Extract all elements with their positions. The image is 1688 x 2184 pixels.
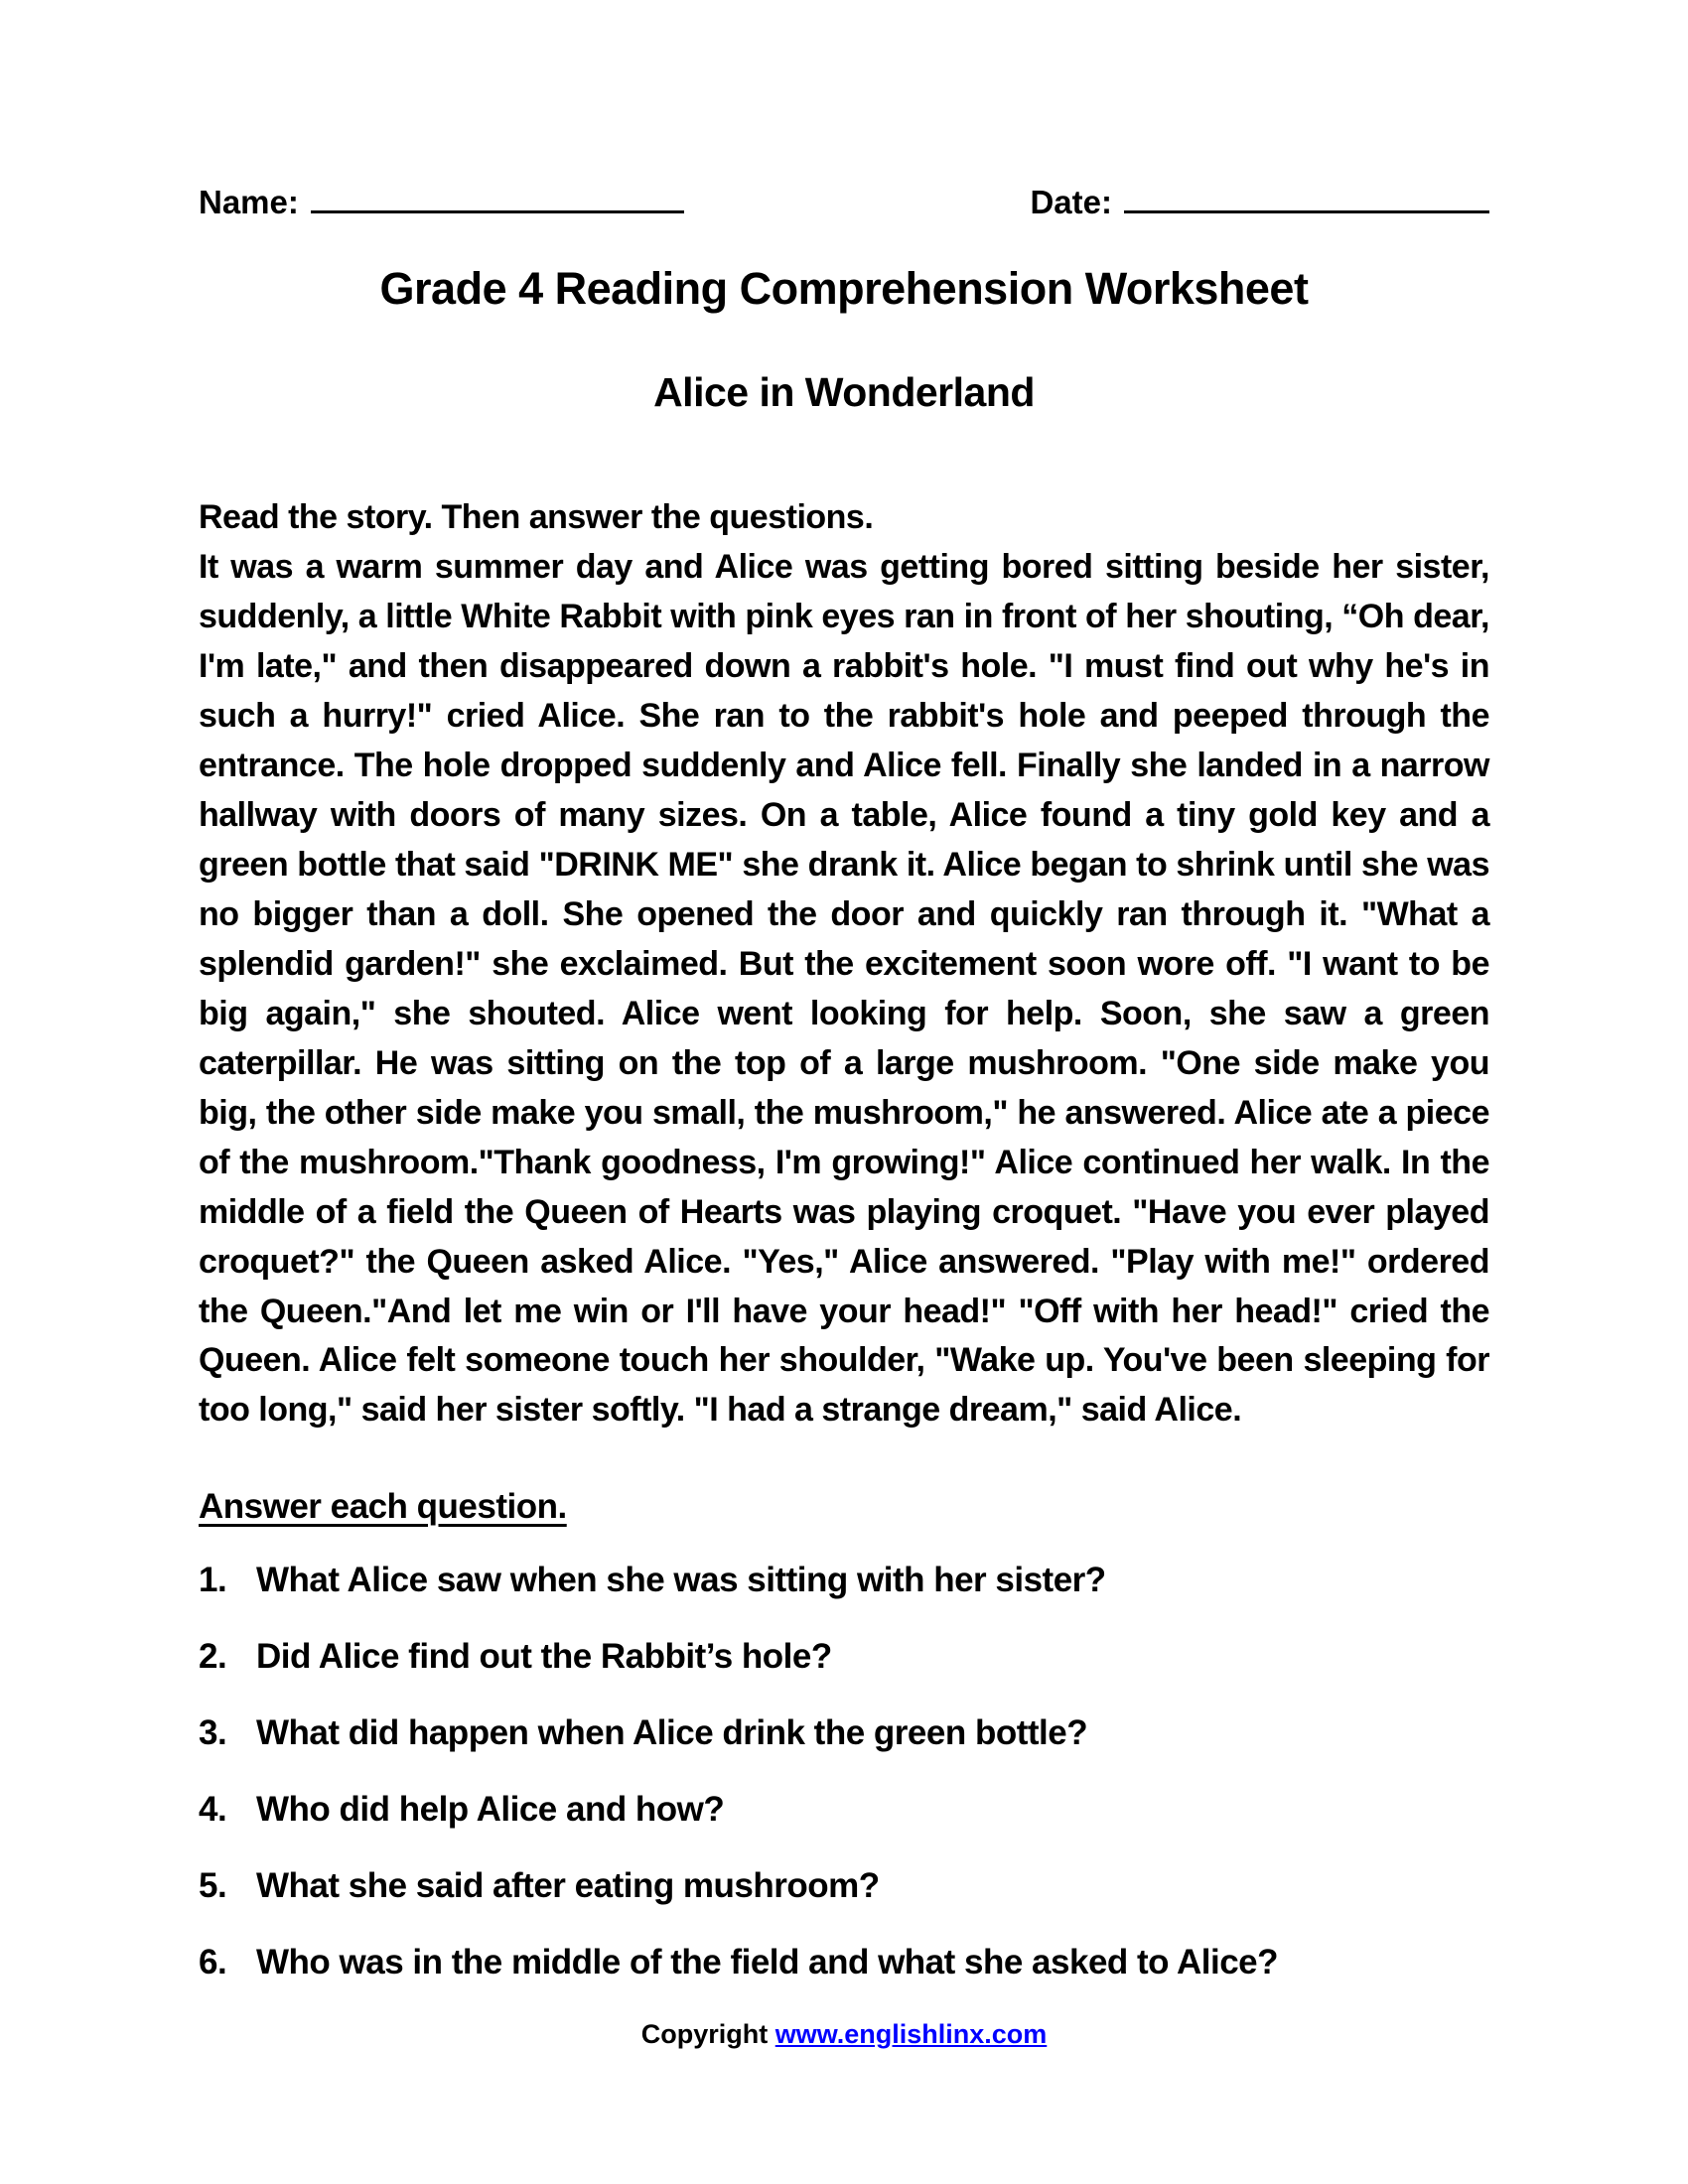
questions-list [199,1561,1489,1982]
name-blank [311,209,684,213]
instructions-text: Read the story. Then answer the questions. [199,498,874,536]
date-field [1030,184,1489,221]
footer [199,2019,1489,2050]
questions-heading: Answer each question. [199,1487,567,1527]
copyright-label: Copyright [640,2019,769,2050]
question-item [199,1866,1489,1906]
story-paragraph: It was a warm summer day and Alice was getting bored sitting beside her sister, suddenly, a little White Rabbit with pink eyes ran in front of her shouting, “Oh dear, I'm late," and then disappeared down a rabbit's hole. "I must find out why he's in such a hurry!" cried Alice. She ran to the rabbit's hole and peeped through the entrance. The hole dropped suddenly and Alice fell. Finally she landed in a narrow hallway with doors of many sizes. On a table, Alice found a tiny gold key and a green bottle that said "DRINK ME" she drank it. Alice began to shrink until she was no bigger than a doll. She opened the door and quickly ran through it. "What a splendid garden!" she exclaimed. But the excitement soon wore off. "I want to be big again," she shouted. Alice went looking for help. Soon, she saw a green caterpillar. He was sitting on the top of a large mushroom. "One side make you big, the other side make you small, the mushroom," he answered. Alice ate a piece of the mushroom."Thank goodness, I'm growing!" Alice continued her walk. In the middle of a field the Queen of Hearts was playing croquet. "Have you ever played croquet?" the Queen asked Alice. "Yes," Alice answered. "Play with me!" ordered the Queen."And let me win or I'll have your head!" "Off with her head!" cried the Queen. Alice felt someone touch her shoulder, "Wake up. You've been sleeping for too long," said her sister softly. "I had a strange dream," said Alice. [199,547,1489,1430]
question-number: 3. [199,1713,227,1753]
question-text: Did Alice find out the Rabbit’s hole? [256,1637,832,1677]
question-number: 2. [199,1637,227,1677]
copyright-link[interactable]: www.englishlinx.com [774,2019,1048,2050]
question-text: What did happen when Alice drink the green bottle? [256,1713,1088,1753]
name-label: Name: [199,184,299,220]
question-number: 5. [199,1866,227,1906]
question-number: 6. [199,1943,227,1982]
question-item [199,1637,1489,1677]
name-field [199,184,684,221]
date-blank [1124,209,1489,213]
question-number: 4. [199,1790,227,1830]
question-item [199,1943,1489,1982]
question-item [199,1713,1489,1753]
story-block [199,493,1489,1435]
question-item [199,1790,1489,1830]
question-text: What Alice saw when she was sitting with her sister? [256,1561,1106,1600]
question-number: 1. [199,1561,227,1600]
question-text: What she said after eating mushroom? [256,1866,880,1906]
worksheet-title: Grade 4 Reading Comprehension Worksheet [379,263,1309,314]
question-text: Who did help Alice and how? [256,1790,725,1830]
header-row [199,184,1489,221]
worksheet-subtitle: Alice in Wonderland [653,369,1035,415]
date-label: Date: [1030,184,1112,220]
question-item [199,1561,1489,1600]
question-text: Who was in the middle of the field and what she asked to Alice? [256,1943,1279,1982]
